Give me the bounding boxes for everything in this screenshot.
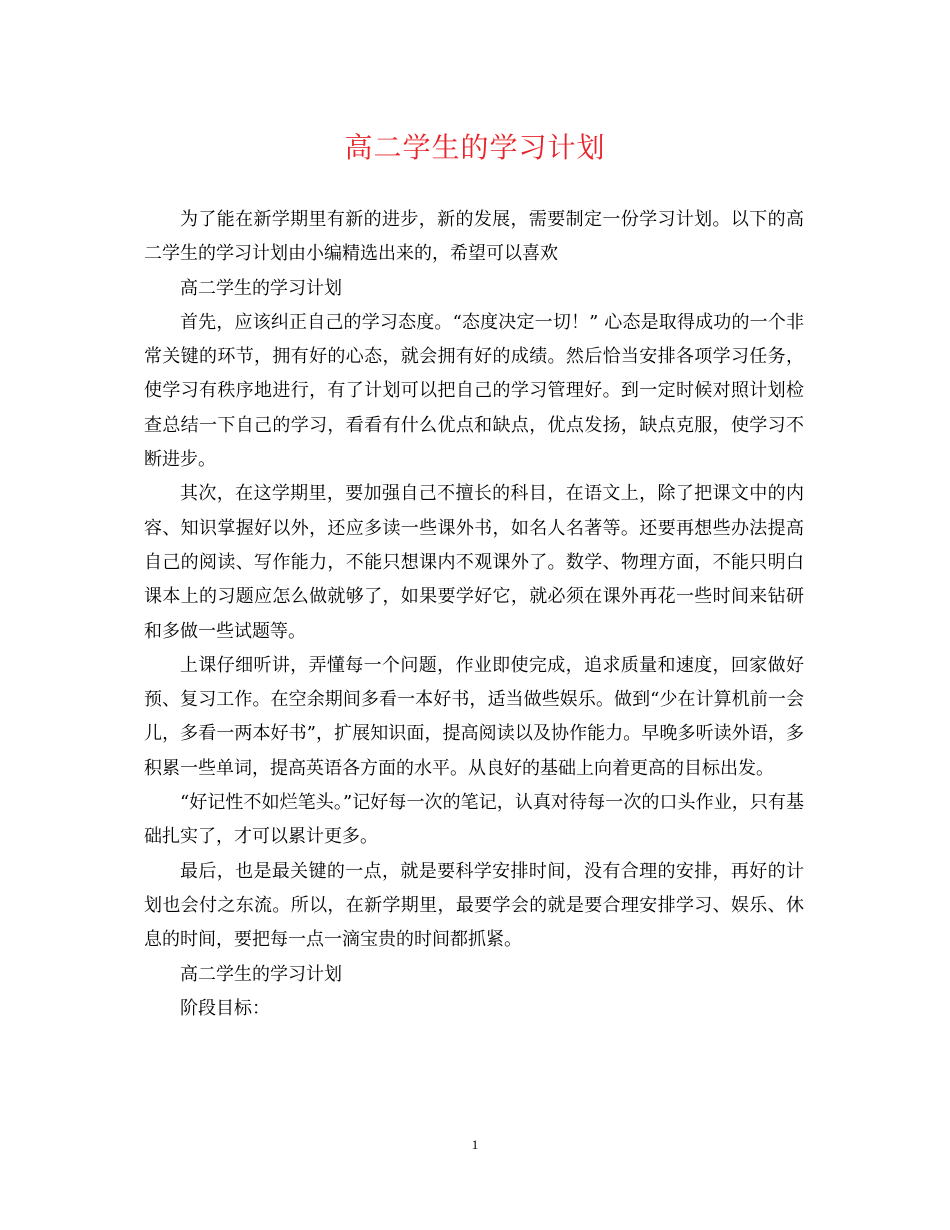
paragraph-stage-goals: 阶段目标： (180, 997, 270, 1019)
document-body (144, 203, 804, 1026)
page-number: 1 (471, 1137, 479, 1152)
paragraph-subheading-2: 高二学生的学习计划 (180, 963, 342, 985)
paragraph-notes: “好记性不如烂笔头。”记好每一次的笔记，认真对待每一次的口头作业，只有基础扎实了，才可以累计更多。 (144, 792, 804, 848)
paragraph-weak-subjects: 其次，在这学期里，要加强自己不擅长的科目，在语文上，除了把课文中的内容、知识掌握好以外，还应多读一些课外书，如名人名著等。还要再想些办法提高自己的阅读、写作能力，不能只想课内不观课外了。数学、物理方面，不能只明白课本上的习题应怎么做就够了，如果要学好它，就必须在课外再花一些时间来钻研和多做一些试题等。 (144, 483, 804, 642)
document-title: 高二学生的学习计划 (344, 131, 606, 164)
paragraph-attitude: 首先，应该纠正自己的学习态度。“态度决定一切！” 心态是取得成功的一个非常关键的环节，拥有好的心态，就会拥有好的成绩。然后恰当安排各项学习任务，使学习有秩序地进行，有了计划可以把自己的学习管理好。到一定时候对照计划检查总结一下自己的学习，看看有什么优点和缺点，优点发扬，缺点克服，使学习不断进步。 (144, 311, 804, 471)
paragraph-intro: 为了能在新学期里有新的进步，新的发展，需要制定一份学习计划。以下的高二学生的学习计划由小编精选出来的，希望可以喜欢 (144, 209, 804, 265)
paragraph-subheading: 高二学生的学习计划 (180, 277, 342, 299)
paragraph-time-management: 最后，也是最关键的一点，就是要科学安排时间，没有合理的安排，再好的计划也会付之东流。所以，在新学期里，最要学会的就是要合理安排学习、娱乐、休息的时间，要把每一点一滴宝贵的时间都抓紧。 (144, 860, 804, 951)
paragraph-class-habits: 上课仔细听讲，弄懂每一个问题，作业即使完成，追求质量和速度，回家做好预、复习工作。在空余期间多看一本好书，适当做些娱乐。做到“少在计算机前一会儿，多看一两本好书”，扩展知识面，提高阅读以及协作能力。早晚多听读外语，多积累一些单词，提高英语各方面的水平。从良好的基础上向着更高的目标出发。 (144, 654, 804, 779)
